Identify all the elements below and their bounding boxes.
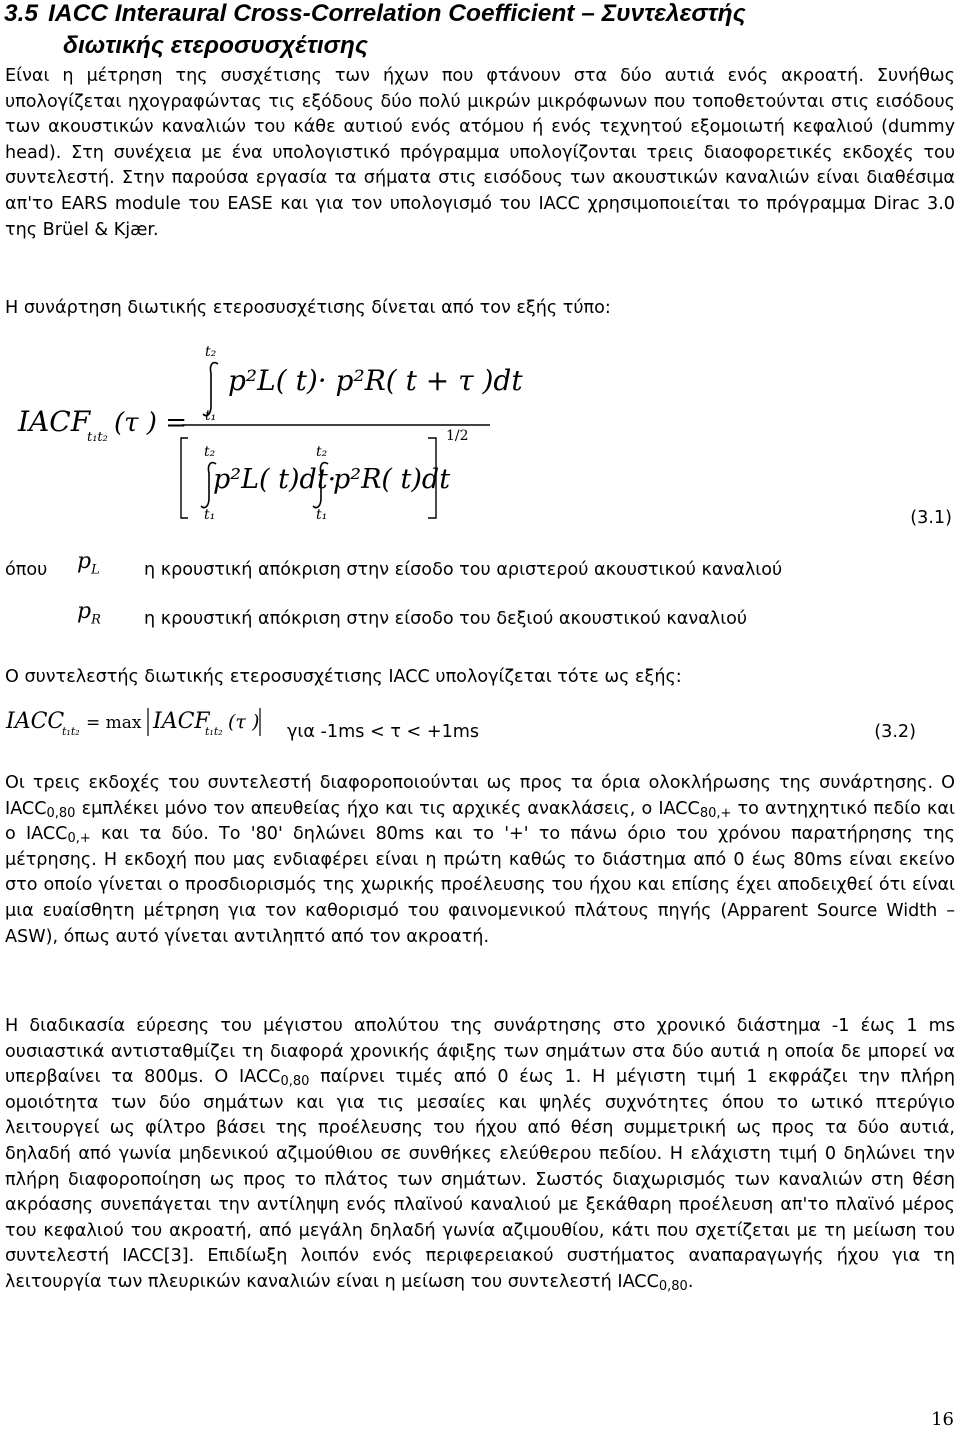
equation-iacc: [0, 700, 960, 750]
definition-pr-text: η κρουστική απόκριση στην είσοδο του δεξιού ακουστικού καναλιού: [144, 609, 748, 629]
symbol-pl-sub: L: [91, 562, 100, 578]
symbol-pr-sub: R: [91, 612, 101, 628]
iacc-max: = max: [86, 713, 142, 733]
num-lower-limit: t₁: [205, 408, 217, 424]
p4-text-a: Οι τρεις εκδοχές του συντελεστή διαφοροποιούνται ως προς τα όρια ολοκλήρωσης της συνάρτησης. Ο IACC: [5, 773, 955, 819]
symbol-pr: [77, 599, 101, 627]
left-bracket: [181, 438, 188, 518]
p4-sub-c: 0,+: [67, 831, 91, 847]
section-title-line2: διωτικής ετεροσυσχέτισης: [63, 32, 368, 59]
equation-iacf-graphic: [0, 338, 960, 528]
symbol-pr-letter: p: [77, 599, 92, 624]
equation-iacf: [0, 338, 960, 528]
den-right-expression: p²R( t)dt: [333, 464, 451, 495]
iacc-abs-sub: t₁t₂: [205, 725, 223, 738]
p5-sub-b: 0,80: [658, 1278, 688, 1294]
num-upper-limit: t₂: [205, 344, 217, 360]
p4-text-d: και τα δύο. Το '80' δηλώνει 80ms και το '+' το πάνω όριο του χρόνου παρατήρησης της μέτρησης. Η εκδοχή που μας ενδιαφέρει είναι η πρώτη καθώς το διάστημα από 0 έως 80ms είναι εκείνο στο οποίο γίνεται ο προσδιορισμός της χωρικής προέλευσης του ήχου και επίσης έχει αποδειχθεί ότι είναι μια ευαίσθητη μέτρηση για τον καθορισμό του φαινομενικού πλάτους πηγής (Apparent Source Width – ASW), όπως αυτό γίνεται αντιληπτό από τον ακροατή.: [5, 824, 955, 947]
p5-text-a: Η διαδικασία εύρεσης του μέγιστου απολύτου της συνάρτησης στο χρονικό διάστημα -1 έως 1 ms ουσιαστικά αντισταθμίζει τη διαφορά χρονικής άφιξης των σημάτων στα δύο αυτιά η οποία δε μπορεί να υπερβαίνει τα 800μs. Ο IACC: [5, 1016, 955, 1088]
p4-text-c: το αντηχητικό πεδίο και ο IACC: [5, 798, 955, 845]
iacc-lhs: IACC: [6, 709, 65, 734]
section-number: 3.5: [4, 0, 39, 27]
symbol-pl-letter: p: [77, 549, 92, 574]
paragraph-intro: Είναι η μέτρηση της συσχέτισης των ήχων που φτάνουν στα δύο αυτιά ενός ακροατή. Συνήθως υπολογίζεται ηχογραφώντας τις εξόδους δύο πολύ μικρών μικρόφωνων που τοποθετούνται στις εισόδους των ακουστικών καναλιών του κάθε αυτιού ενός ατόμου ή ενός τεχνητού εξομοιωτή κεφαλιού (dummy head). Στη συνέχεια με ένα υπολογιστικό πρόγραμμα υπολογίζονται τρεις διαοφορετικές εκδοχές του συντελεστή. Στην παρούσα εργασία τα σήματα στις εισόδους των ακουστικών καναλιών είναι διαθέσιμα απ'το EARS module του EASE και για τον υπολογισμό του IACC χρησιμοποιείται το πρόγραμμα Dirac 3.0 της Brüel & Kjær.: [5, 66, 955, 240]
page-number: 16: [931, 1409, 954, 1430]
equation-number-3-1: (3.1): [910, 508, 952, 528]
paragraph-iacc-intro: Ο συντελεστής διωτικής ετεροσυσχέτισης IACC υπολογίζεται τότε ως εξής:: [5, 667, 682, 687]
paragraph-procedure: [5, 1014, 955, 1296]
den-right-lower: t₁: [316, 507, 328, 523]
iacf-lhs-arg: (τ ) =: [114, 408, 187, 438]
paragraph-formula-intro: Η συνάρτηση διωτικής ετεροσυσχέτισης δίνεται από τον εξής τύπο:: [5, 298, 611, 318]
p5-text-b: παίρνει τιμές από 0 έως 1. Η μέγιστη τιμή 1 εκφράζει την πλήρη ομοιότητα των δύο σημάτων και για τις μεσαίες και ψηλές συχνότητες όπου το ωτικό πτερύγιο λειτουργεί ως φίλτρο βάσει της προέλευσης του ήχου από θέση συμμετρική ως προς τα δύο αυτιά, δηλαδή από γωνία μηδενικού αζιμούθιου σε συνθήκες ελεύθερου πεδίου. Η ελάχιστη τιμή 0 δηλώνει την πλήρη διαφοροποίηση ως προς το πλάτος των σημάτων. Σωστός διαχωρισμός των καναλιών στη θέση ακρόασης συνεπάγεται την αντίληψη ενός πλαϊνού καναλιού με ξεκάθαρη προέλευση απ'το πλαϊνό μέρος του κεφαλιού του ακροατή, από μεγάλη δηλαδή γωνία αζιμουθίου, κάτι που σχετίζεται με τη μείωση του συντελεστή IACC[3]. Επιδίωξη λοιπόν ενός περιφερειακού συστήματος αναπαραγωγής ήχου για τη λειτουργία των πλευρικών καναλιών είναι η μείωση του συντελεστή IACC: [5, 1067, 955, 1292]
symbol-pl: [77, 549, 100, 577]
iacf-lhs-sub: t₁t₂: [87, 430, 108, 445]
definition-pl-text: η κρουστική απόκριση στην είσοδο του αριστερού ακουστικού καναλιού: [144, 560, 783, 580]
power-half: 1/2: [446, 428, 469, 444]
p5-text-c: .: [687, 1271, 694, 1292]
equation-iacc-graphic: [0, 700, 300, 750]
p5-sub-a: 0,80: [280, 1074, 310, 1090]
iacf-lhs: IACF: [18, 405, 91, 438]
den-right-upper: t₂: [316, 444, 328, 460]
den-left-upper: t₂: [204, 444, 216, 460]
iacc-lhs-sub: t₁t₂: [62, 725, 80, 738]
definition-where: όπου: [5, 560, 48, 580]
p4-sub-b: 80,+: [699, 805, 732, 821]
iacc-abs-arg: (τ ): [228, 711, 260, 733]
den-left-expression: p²L( t)dt·: [213, 464, 337, 495]
den-left-lower: t₁: [204, 507, 216, 523]
p4-sub-a: 0,80: [46, 805, 76, 821]
iacc-abs-iacf: IACF: [153, 709, 210, 734]
paragraph-versions: [5, 771, 955, 950]
equation-number-3-2: (3.2): [874, 722, 916, 742]
numerator-expression: p²L( t)· p²R( t + τ )dt: [228, 364, 523, 397]
section-heading: [4, 0, 954, 62]
iacc-condition: για -1ms < τ < +1ms: [287, 722, 480, 742]
p4-text-b: εμπλέκει μόνο τον απευθείας ήχο και τις αρχικές ανακλάσεις, ο IACC: [75, 798, 700, 819]
section-title-line1: IACC Interaural Cross-Correlation Coefficient – Συντελεστής: [48, 0, 746, 27]
